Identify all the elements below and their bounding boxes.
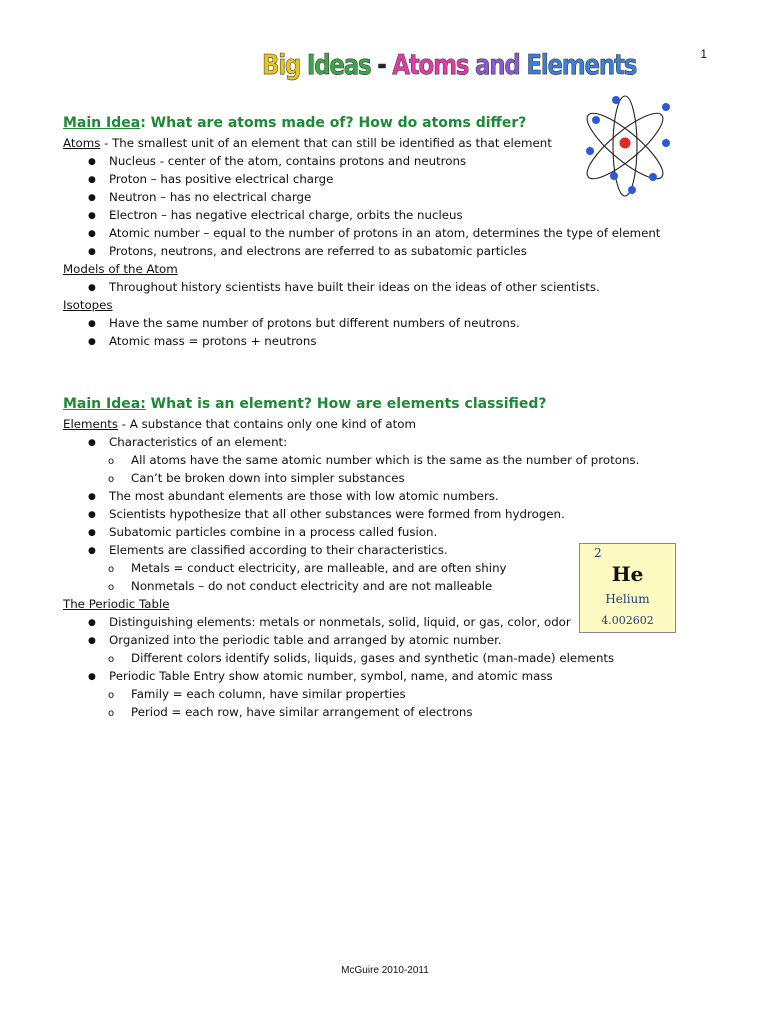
list-item: [88, 631, 502, 650]
list-item: [88, 188, 311, 207]
bullet-icon: ●: [88, 229, 96, 239]
list-item: [88, 613, 571, 632]
circle-bullet-icon: o: [108, 456, 115, 467]
bullet-icon: ●: [88, 247, 96, 257]
elements-definition: [63, 415, 416, 433]
list-item: [88, 206, 463, 225]
atomic-mass: 4.002602: [601, 614, 654, 627]
helium-element-card: [579, 543, 676, 633]
bullet-icon: ●: [88, 157, 96, 167]
list-item: [88, 487, 499, 506]
list-item: [88, 505, 565, 524]
list-item-text: The most abundant elements are those with low atomic numbers.: [109, 489, 499, 503]
term-elements: Elements: [63, 417, 118, 431]
list-item-text: Can’t be broken down into simpler substances: [131, 471, 405, 485]
sub-list-item: [108, 559, 507, 579]
list-item: [88, 541, 448, 560]
circle-bullet-icon: o: [108, 654, 115, 665]
circle-bullet-icon: o: [108, 690, 115, 701]
list-item-text: Elements are classified according to their characteristics.: [109, 543, 448, 557]
electron-icon: [610, 172, 618, 180]
electron-icon: [612, 96, 620, 104]
term-atoms: Atoms: [63, 136, 101, 150]
list-item-text: All atoms have the same atomic number which is the same as the number of protons.: [131, 453, 640, 467]
list-item-text: Distinguishing elements: metals or nonmetals, solid, liquid, or gas, color, odor: [109, 615, 571, 629]
bullet-icon: ●: [88, 492, 96, 502]
page-number: 1: [700, 47, 707, 61]
list-item-text: Atomic number – equal to the number of protons in an atom, determines the type of element: [109, 226, 661, 240]
term-periodic-table: The Periodic Table: [63, 597, 170, 611]
list-item: [88, 433, 287, 452]
bullet-icon: ●: [88, 337, 96, 347]
title-word-atoms: Atoms: [392, 48, 469, 81]
list-item: [88, 152, 466, 171]
electron-icon: [662, 139, 670, 147]
bullet-icon: ●: [88, 546, 96, 556]
page-title: [262, 48, 636, 81]
title-dash: -: [370, 48, 393, 81]
models-heading: [63, 260, 178, 278]
main-idea-question: What is an element? How are elements classified?: [145, 396, 547, 412]
term-isotopes: Isotopes: [63, 298, 113, 312]
list-item-text: Characteristics of an element:: [109, 435, 288, 449]
list-item: [88, 170, 333, 189]
bullet-icon: ●: [88, 510, 96, 520]
bullet-icon: ●: [88, 283, 96, 293]
list-item: [88, 332, 317, 351]
sub-list-item: [108, 469, 405, 489]
sub-list-item: [108, 685, 406, 705]
bullet-icon: ●: [88, 319, 96, 329]
electron-icon: [586, 147, 594, 155]
definition-text: - The smallest unit of an element that can still be identified as that element: [100, 136, 552, 150]
circle-bullet-icon: o: [108, 474, 115, 485]
list-item-text: Different colors identify solids, liquids, gases and synthetic (man-made) elements: [131, 651, 615, 665]
bullet-icon: ●: [88, 438, 96, 448]
bullet-icon: ●: [88, 636, 96, 646]
list-item-text: Throughout history scientists have built their ideas on the ideas of other scientists.: [109, 280, 600, 294]
list-item-text: Period = each row, have similar arrangement of electrons: [131, 705, 473, 719]
circle-bullet-icon: o: [108, 582, 115, 593]
list-item-text: Neutron – has no electrical charge: [109, 190, 312, 204]
footer-text: McGuire 2010-2011: [341, 965, 429, 976]
atom-illustration: [576, 90, 676, 202]
section-heading-atoms: [63, 115, 526, 131]
list-item: [88, 314, 520, 333]
title-word-elements: Elements: [526, 48, 637, 81]
section-heading-elements: [63, 396, 547, 412]
bullet-icon: ●: [88, 528, 96, 538]
list-item: [88, 278, 600, 297]
periodic-table-heading: [63, 595, 170, 613]
electron-icon: [628, 186, 636, 194]
sub-list-item: [108, 451, 639, 471]
list-item-text: Nucleus - center of the atom, contains protons and neutrons: [109, 154, 467, 168]
list-item-text: Periodic Table Entry show atomic number, symbol, name, and atomic mass: [109, 669, 553, 683]
list-item-text: Proton – has positive electrical charge: [109, 172, 334, 186]
list-item-text: Have the same number of protons but different numbers of neutrons.: [109, 316, 520, 330]
list-item-text: Organized into the periodic table and arranged by atomic number.: [109, 633, 502, 647]
atom-nucleus: [619, 137, 631, 149]
sub-list-item: [108, 577, 492, 597]
term-models: Models of the Atom: [63, 262, 178, 276]
bullet-icon: ●: [88, 211, 96, 221]
electron-icon: [649, 173, 657, 181]
electron-icon: [662, 103, 670, 111]
circle-bullet-icon: o: [108, 708, 115, 719]
list-item-text: Scientists hypothesize that all other substances were formed from hydrogen.: [109, 507, 565, 521]
element-symbol: He: [611, 562, 644, 586]
list-item: [88, 224, 660, 243]
sub-list-item: [108, 703, 473, 723]
list-item-text: Electron – has negative electrical charge, orbits the nucleus: [109, 208, 463, 222]
list-item-text: Metals = conduct electricity, are malleable, and are often shiny: [131, 561, 507, 575]
list-item: [88, 667, 553, 686]
isotopes-heading: [63, 296, 113, 314]
sub-list-item: [108, 649, 614, 669]
main-idea-label: Main Idea: [63, 115, 141, 131]
list-item-text: Atomic mass = protons + neutrons: [109, 334, 317, 348]
electron-icon: [592, 116, 600, 124]
atoms-definition: [63, 134, 552, 152]
atomic-number: 2: [594, 546, 602, 560]
list-item-text: Protons, neutrons, and electrons are referred to as subatomic particles: [109, 244, 527, 258]
bullet-icon: ●: [88, 193, 96, 203]
bullet-icon: ●: [88, 175, 96, 185]
title-word-ideas: Ideas: [306, 48, 371, 81]
element-name: Helium: [605, 592, 650, 606]
bullet-icon: ●: [88, 672, 96, 682]
circle-bullet-icon: o: [108, 564, 115, 575]
title-word-big: Big: [262, 48, 307, 81]
list-item-text: Subatomic particles combine in a process called fusion.: [109, 525, 438, 539]
list-item: [88, 523, 437, 542]
main-idea-label: Main Idea:: [63, 396, 146, 412]
bullet-icon: ●: [88, 618, 96, 628]
list-item-text: Family = each column, have similar properties: [131, 687, 406, 701]
list-item: [88, 242, 527, 261]
main-idea-question: : What are atoms made of? How do atoms differ?: [140, 115, 527, 131]
title-word-and: and: [468, 48, 527, 81]
list-item-text: Nonmetals – do not conduct electricity and are not malleable: [131, 579, 493, 593]
definition-text: - A substance that contains only one kind of atom: [118, 417, 416, 431]
